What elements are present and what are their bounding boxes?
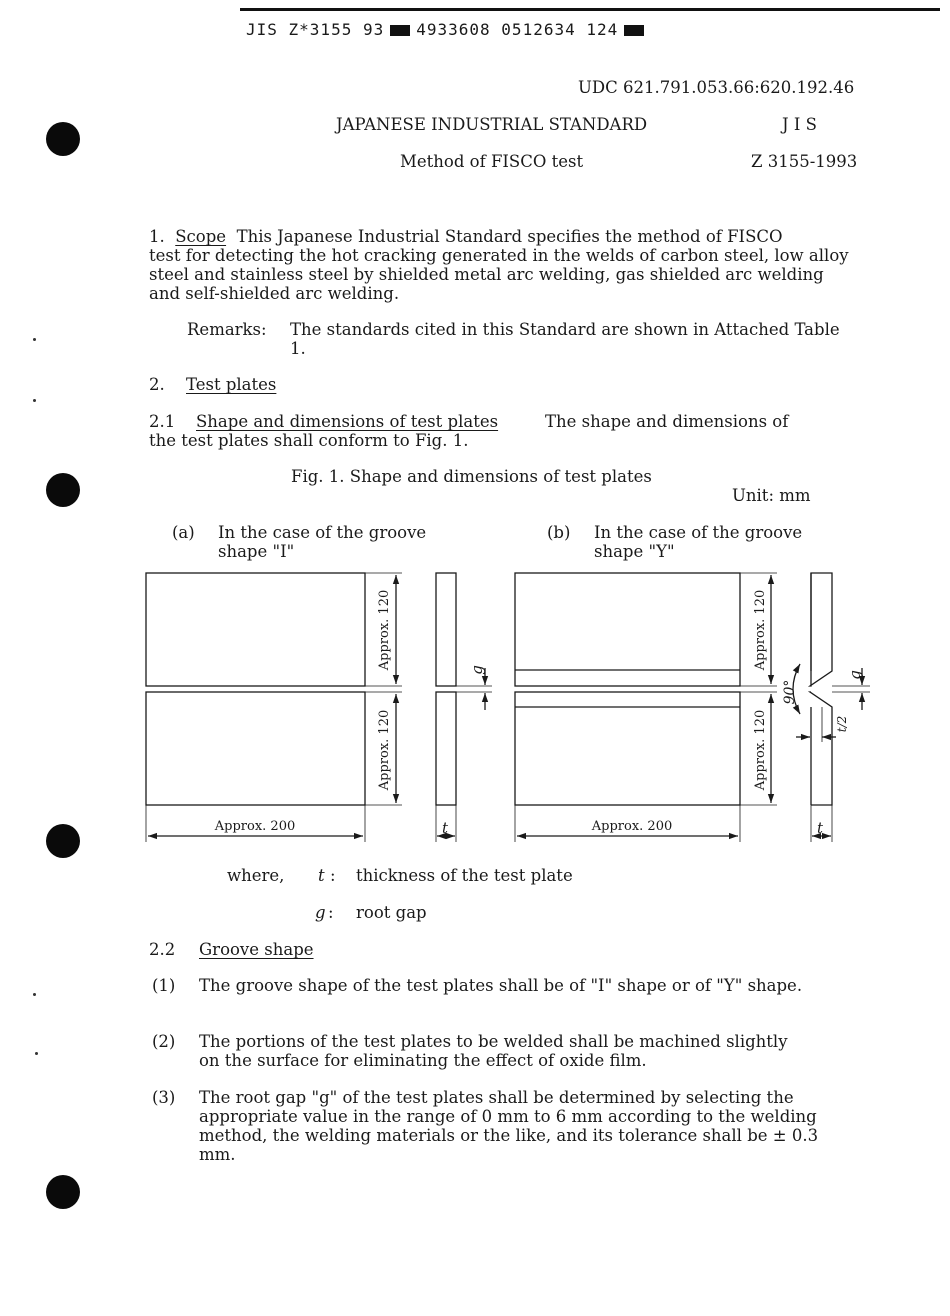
- plate-b-bottom: [515, 692, 740, 805]
- g-definition: root gap: [356, 903, 427, 922]
- list-item-number: (3): [152, 1088, 176, 1107]
- list-item-text: The portions of the test plates to be welded shall be machined slightly on the surface for eliminating the effect of oxide film.: [199, 1032, 788, 1070]
- remarks-label: Remarks:: [187, 320, 267, 339]
- label-approx-120-a-top: Approx. 120: [377, 589, 392, 671]
- t-definition: thickness of the test plate: [356, 866, 573, 885]
- label-approx-200-b: Approx. 200: [591, 819, 673, 834]
- side-view-a-top: [436, 573, 456, 686]
- label-approx-120-b-top: Approx. 120: [753, 589, 768, 671]
- label-half-t: t/2: [835, 715, 849, 733]
- section-2-1-heading: Shape and dimensions of test plates: [196, 412, 499, 431]
- figure-b-label: (b): [547, 523, 571, 542]
- section-2-number: 2.: [149, 375, 165, 394]
- label-approx-120-b-bottom: Approx. 120: [753, 709, 768, 791]
- list-item-number: (1): [152, 976, 176, 995]
- code-line-a: JIS Z*3155 93: [246, 20, 385, 39]
- label-g-a: g: [468, 665, 486, 675]
- jis-mark: J I S: [782, 115, 817, 134]
- section-2-1-text-first: The shape and dimensions of: [545, 412, 789, 431]
- section-2-2-heading: Groove shape: [199, 940, 314, 959]
- figure-caption: Fig. 1. Shape and dimensions of test plates: [291, 467, 652, 486]
- section-2-heading: Test plates: [186, 375, 277, 394]
- where-label: where,: [227, 866, 285, 885]
- standard-name: JAPANESE INDUSTRIAL STANDARD: [336, 115, 648, 134]
- udc-code: UDC 621.791.053.66:620.192.46: [578, 78, 855, 97]
- figure-a-label: (a): [172, 523, 195, 542]
- side-view-b-top: [810, 573, 832, 686]
- label-t-a: t: [442, 819, 449, 837]
- section-1-number: 1.: [149, 227, 165, 246]
- section-1-text-rest: test for detecting the hot cracking generated in the welds of carbon steel, low alloy steel and stainless steel by shielded metal arc welding, gas shielded arc welding and self-shielded arc welding.: [149, 246, 849, 303]
- symbol-t: t: [318, 866, 325, 885]
- label-g-b: g: [846, 670, 864, 680]
- remarks-text: The standards cited in this Standard are shown in Attached Table 1.: [290, 320, 840, 358]
- figure-b-text: In the case of the groove shape "Y": [594, 523, 803, 561]
- side-view-b-bottom: [810, 692, 832, 805]
- plate-a-top: [146, 573, 365, 686]
- figure-unit: Unit: mm: [732, 486, 811, 505]
- side-view-a-bottom: [436, 692, 456, 805]
- section-1-heading: Scope: [175, 227, 227, 246]
- symbol-g: g: [315, 903, 326, 922]
- label-angle-90: 90°: [782, 679, 798, 705]
- code-line-b: 4933608 0512634 124: [416, 20, 619, 39]
- label-t-b: t: [817, 819, 824, 837]
- section-2-1-number: 2.1: [149, 412, 176, 431]
- standard-number: Z 3155-1993: [751, 152, 858, 171]
- list-item-number: (2): [152, 1032, 176, 1051]
- label-approx-200-a: Approx. 200: [214, 819, 296, 834]
- page-title: Method of FISCO test: [400, 152, 584, 171]
- label-approx-120-a-bottom: Approx. 120: [377, 709, 392, 791]
- section-2-2-number: 2.2: [149, 940, 176, 959]
- section-2-1-text-rest: the test plates shall conform to Fig. 1.: [149, 431, 469, 450]
- plate-b-top: [515, 573, 740, 686]
- plate-a-bottom: [146, 692, 365, 805]
- list-item-text: The groove shape of the test plates shall be of "I" shape or of "Y" shape.: [199, 976, 803, 995]
- section-1-text-first: This Japanese Industrial Standard specifies the method of FISCO: [236, 227, 783, 246]
- figure-a-text: In the case of the groove shape "I": [218, 523, 427, 561]
- list-item-text: The root gap "g" of the test plates shall be determined by selecting the appropriate value in the range of 0 mm to 6 mm according to the welding method, the welding materials or the like, and its tolerance shall be ± 0.3 mm.: [199, 1088, 819, 1164]
